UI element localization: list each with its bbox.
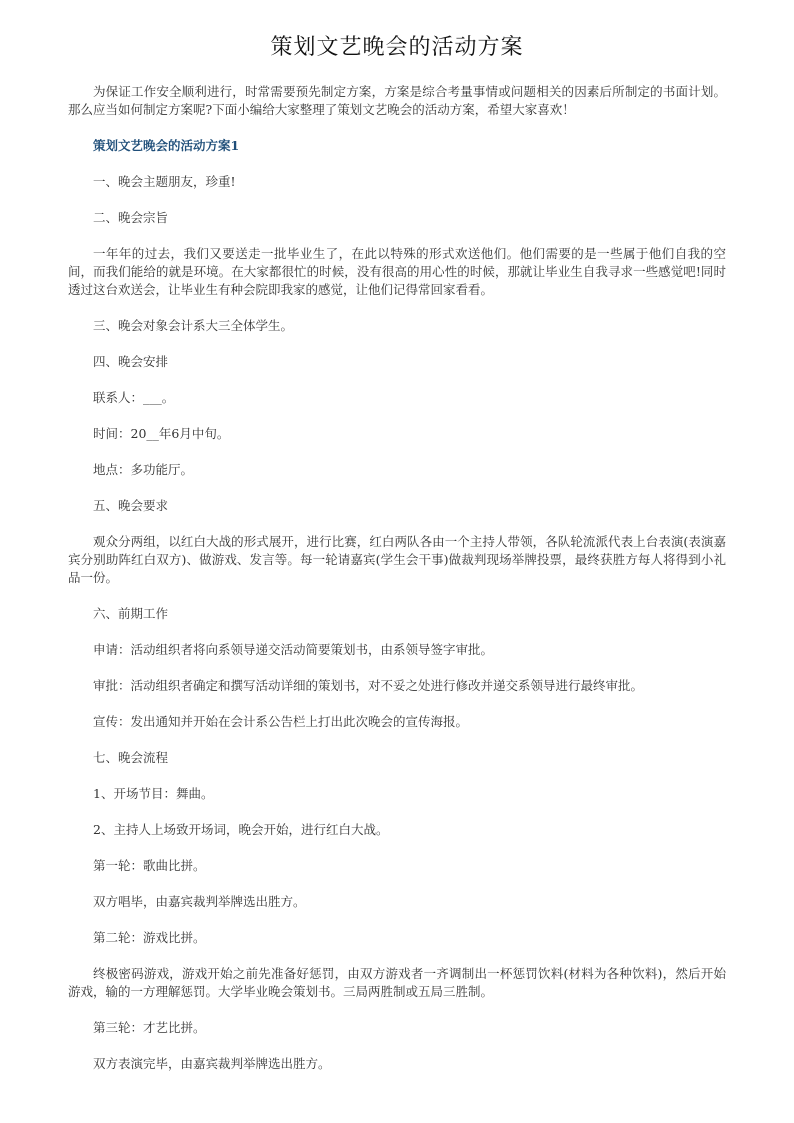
body-paragraph: 一年年的过去，我们又要送走一批毕业生了，在此以特殊的形式欢送他们。他们需要的是一些属于他们自我的空间，而我们能给的就是环境。在大家都很忙的时候，没有很高的用心性的时候，那就让毕业生自我寻求一些感觉吧!同时透过这台欢送会，让毕业生有种会院即我家的感觉，让他们记得常回家看看。 <box>68 246 726 297</box>
body-paragraph: 联系人：___。 <box>93 390 175 405</box>
body-paragraph: 地点：多功能厅。 <box>93 462 194 477</box>
body-paragraph: 双方唱毕，由嘉宾裁判举牌选出胜方。 <box>93 894 306 909</box>
body-paragraph: 双方表演完毕，由嘉宾裁判举牌选出胜方。 <box>93 1056 331 1071</box>
body-paragraph: 时间：20__年6月中旬。 <box>93 426 230 441</box>
body-paragraph: 三、晚会对象会计系大三全体学生。 <box>93 318 294 333</box>
body-paragraph: 观众分两组，以红白大战的形式展开，进行比赛，红白两队各由一个主持人带领，各队轮流派代表上台表演(表演嘉宾分别助阵红白双方)、做游戏、发言等。每一轮请嘉宾(学生会干事)做裁判现场举牌投票，最终获胜方每人将得到小礼品一份。 <box>68 534 726 585</box>
body-paragraph: 终极密码游戏，游戏开始之前先准备好惩罚，由双方游戏者一齐调制出一杯惩罚饮料(材料为各种饮料)，然后开始游戏，输的一方理解惩罚。大学毕业晚会策划书。三局两胜制或五局三胜制。 <box>68 966 726 999</box>
section-heading: 策划文艺晚会的活动方案1 <box>93 138 240 153</box>
body-paragraph: 2、主持人上场致开场词，晚会开始，进行红白大战。 <box>93 822 389 837</box>
body-paragraph: 六、前期工作 <box>93 606 169 621</box>
document-title: 策划文艺晚会的活动方案 <box>270 35 524 60</box>
intro-paragraph: 为保证工作安全顺利进行，时常需要预先制定方案，方案是综合考量事情或问题相关的因素后所制定的书面计划。那么应当如何制定方案呢?下面小编给大家整理了策划文艺晚会的活动方案，希望大家喜欢！ <box>68 84 726 117</box>
body-paragraph: 宣传：发出通知并开始在会计系公告栏上打出此次晚会的宣传海报。 <box>93 714 469 729</box>
body-paragraph: 五、晚会要求 <box>93 498 169 513</box>
body-paragraph: 1、开场节目：舞曲。 <box>93 786 214 801</box>
body-paragraph: 第三轮：才艺比拼。 <box>93 1020 206 1035</box>
body-paragraph: 第二轮：游戏比拼。 <box>93 930 206 945</box>
body-paragraph: 二、晚会宗旨 <box>93 210 169 225</box>
body-paragraph: 第一轮：歌曲比拼。 <box>93 858 206 873</box>
body-paragraph: 申请：活动组织者将向系领导递交活动简要策划书，由系领导签字审批。 <box>93 642 494 657</box>
body-paragraph: 四、晚会安排 <box>93 354 169 369</box>
body-paragraph: 审批：活动组织者确定和撰写活动详细的策划书，对不妥之处进行修改并递交系领导进行最终审批。 <box>93 678 644 693</box>
body-paragraph: 七、晚会流程 <box>93 750 169 765</box>
body-paragraph: 一、晚会主题朋友，珍重! <box>93 174 236 189</box>
body-paragraphs <box>68 173 726 1073</box>
